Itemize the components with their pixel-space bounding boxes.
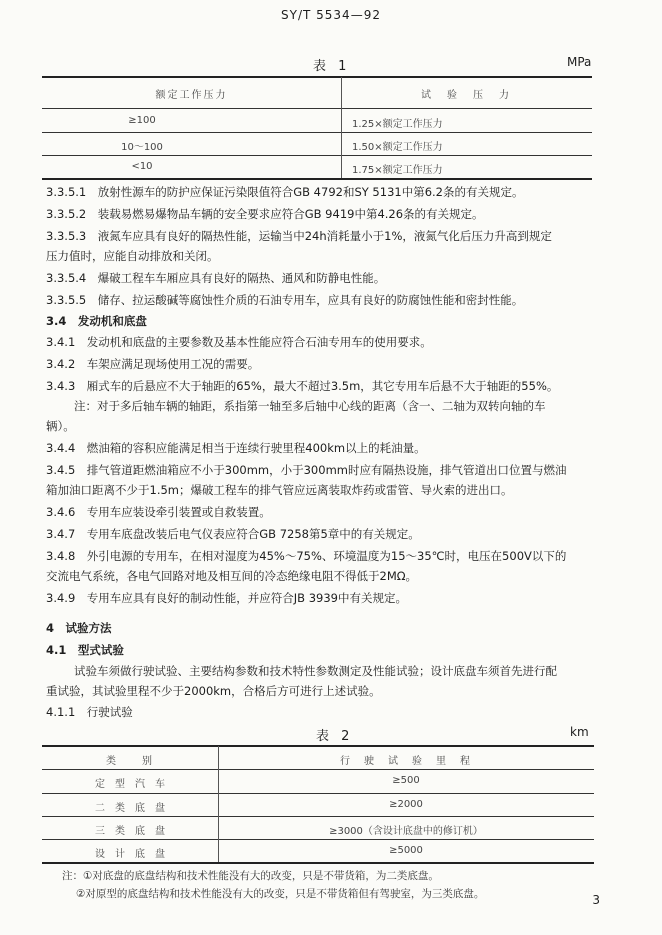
table2-row-rule: [42, 793, 594, 794]
standard-code-header: SY/T 5534—92: [281, 8, 381, 22]
paragraph-4-1-cont: 重试验，其试验里程不少于2000km，合格后方可进行上述试验。: [46, 684, 381, 698]
clause-3-4-4: 3.4.4 燃油箱的容积应能满足相当于连续行驶里程400km以上的耗油量。: [46, 441, 426, 455]
table2-cell: ≥3000（含设计底盘中的修订机）: [329, 826, 483, 837]
clause-3-4-3-note: 注：对于多后轴车辆的轴距，系指第一轴至多后轴中心线的距离（含一、二轴为双转向轴的车: [74, 399, 546, 413]
table1-cell: 1.75×额定工作压力: [352, 165, 443, 176]
section-4-heading: 4 试验方法: [46, 621, 112, 635]
table1-header-rated-pressure: 额定工作压力: [155, 90, 228, 101]
table2-row-rule: [42, 816, 594, 817]
clause-3-3-5-4: 3.3.5.4 爆破工程车车厢应具有良好的隔热、通风和防静电性能。: [46, 271, 386, 285]
section-3-4-heading: 3.4 发动机和底盘: [46, 314, 147, 328]
table2-header-category: 类 别: [106, 756, 154, 767]
clause-3-4-5: 3.4.5 排气管道距燃油箱应不小于300mm，小于300mm时应有隔热设施，排气管道出口位置与燃油: [46, 463, 567, 477]
table2-cell: ≥2000: [389, 799, 423, 810]
table2-note-1: 注：①对底盘的底盘结构和技术性能没有大的改变，只是不带货箱，为二类底盘。: [62, 870, 439, 882]
table1-cell: <10: [131, 161, 153, 172]
table2-row-rule: [42, 839, 594, 840]
clause-3-4-9: 3.4.9 专用车应具有良好的制动性能，并应符合JB 3939中有关规定。: [46, 591, 407, 605]
section-4-1-1-heading: 4.1.1 行驶试验: [46, 705, 133, 719]
table1-unit: MPa: [567, 55, 592, 69]
table1-top-rule: [42, 76, 592, 78]
clause-3-4-8-cont: 交流电气系统，各电气回路对地及相互间的冷态绝缘电阻不得低于2MΩ。: [46, 569, 418, 583]
clause-3-4-3: 3.4.3 厢式车的后悬应不大于轴距的65%，最大不超过3.5m，其它专用车后悬不大于轴距的55%。: [46, 379, 559, 393]
table1-cell: ≥100: [128, 115, 156, 126]
table1-caption: 表 1: [313, 59, 351, 74]
clause-3-3-5-2: 3.3.5.2 装载易燃易爆物品车辆的安全要求应符合GB 9419中第4.26条的有关规定。: [46, 207, 484, 221]
section-4-1-heading: 4.1 型式试验: [46, 643, 124, 657]
clause-3-4-6: 3.4.6 专用车应装设牵引装置或自救装置。: [46, 505, 271, 519]
table2-top-rule: [42, 745, 594, 747]
table2-note-2: ②对原型的底盘结构和技术性能没有大的改变，只是不带货箱但有驾驶室，为三类底盘。: [76, 888, 485, 900]
table1-row-rule: [42, 155, 592, 156]
table2-cell: 三 类 底 盘: [95, 826, 165, 837]
clause-3-3-5-3-cont: 压力值时，应能自动排放和关闭。: [46, 249, 219, 263]
table1-header-test-pressure: 试 验 压 力: [421, 90, 512, 101]
table1-cell: 1.50×额定工作压力: [352, 142, 443, 153]
clause-3-4-1: 3.4.1 发动机和底盘的主要参数及基本性能应符合石油专用车的使用要求。: [46, 335, 432, 349]
table2-header-mileage: 行 驶 试 验 里 程: [340, 756, 472, 767]
clause-3-4-5-cont: 箱加油口距离不少于1.5m；爆破工程车的排气管应远离装取炸药或雷管、导火索的进出口。: [46, 483, 513, 497]
clause-3-4-8: 3.4.8 外引电源的专用车，在相对湿度为45%～75%、环境温度为15～35℃时，电压在500V以下的: [46, 549, 567, 563]
clause-3-3-5-1: 3.3.5.1 放射性源车的防护应保证污染限值符合GB 4792和SY 5131中第6.2条的有关规定。: [46, 185, 524, 199]
table2-caption: 表 2: [316, 729, 354, 744]
clause-3-4-2: 3.4.2 车架应满足现场使用工况的需要。: [46, 357, 260, 371]
table2-cell: ≥500: [392, 775, 420, 786]
table2-cell: 定 型 汽 车: [95, 779, 165, 790]
table1-cell: 10～100: [121, 142, 163, 153]
table2-cell: 二 类 底 盘: [95, 803, 165, 814]
table2-bottom-rule: [42, 862, 594, 864]
table2-cell: 设 计 底 盘: [95, 849, 165, 860]
clause-3-3-5-3: 3.3.5.3 液氮车应具有良好的隔热性能，运输当中24h消耗量小于1%，液氮气化后压力升高到规定: [46, 229, 552, 243]
table2-header-rule: [42, 769, 594, 770]
table1-row-rule: [42, 132, 592, 133]
paragraph-4-1: 试验车须做行驶试验、主要结构参数和技术特性参数测定及性能试验；设计底盘车须首先进行配: [74, 664, 557, 678]
page-number: 3: [592, 893, 600, 907]
clause-3-3-5-5: 3.3.5.5 储存、拉运酸碱等腐蚀性介质的石油专用车，应具有良好的防腐蚀性能和密封性能。: [46, 293, 524, 307]
table2-cell: ≥5000: [389, 845, 423, 856]
table1-bottom-rule: [42, 178, 592, 180]
table1-header-rule: [42, 108, 592, 109]
table2-unit: km: [570, 725, 589, 739]
clause-3-4-3-note-cont: 辆）。: [46, 419, 75, 433]
clause-3-4-7: 3.4.7 专用车底盘改装后电气仪表应符合GB 7258第5章中的有关规定。: [46, 527, 420, 541]
table1-cell: 1.25×额定工作压力: [352, 119, 443, 130]
